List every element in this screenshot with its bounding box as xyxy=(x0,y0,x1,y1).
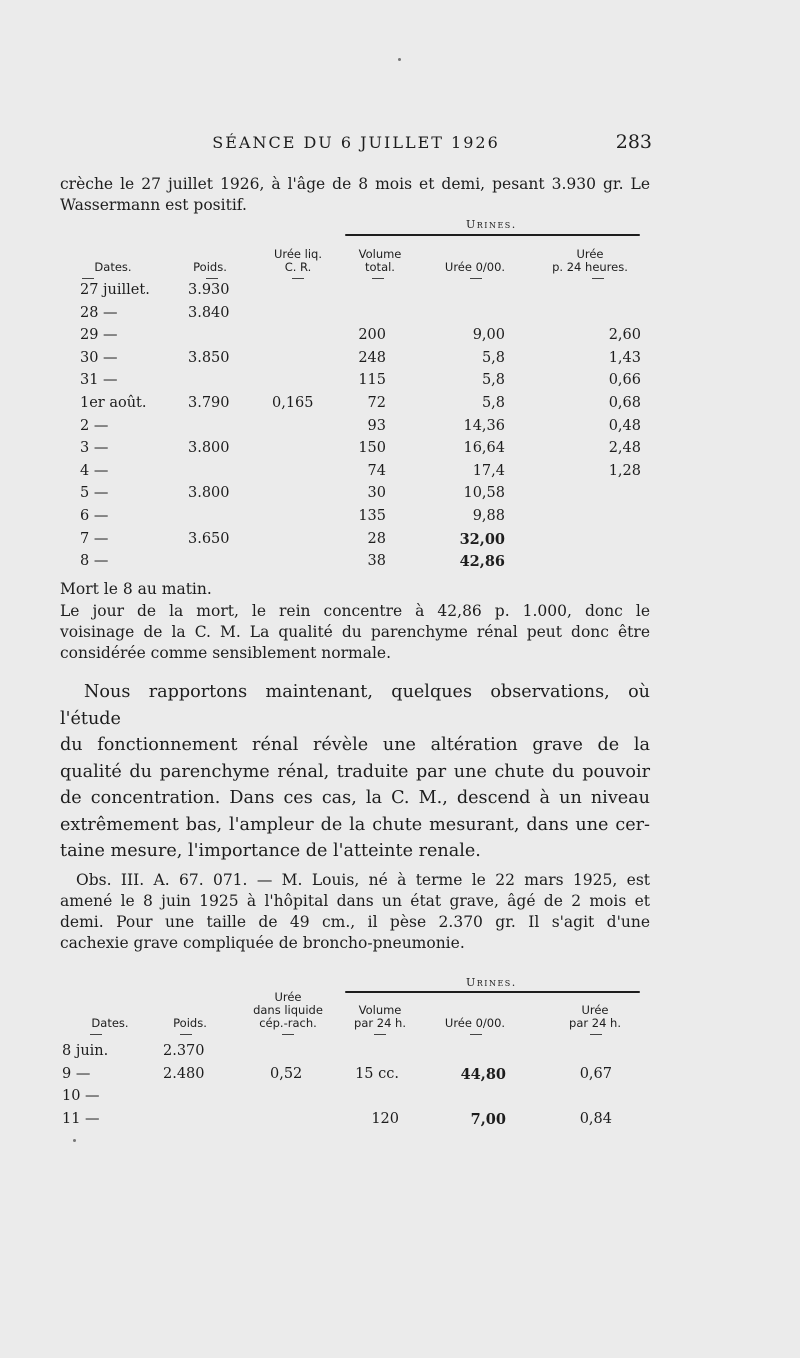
table-cell-uree-pct: 10,58 xyxy=(463,485,505,502)
paper-speck xyxy=(398,58,401,61)
table-cell-uree-liq: 0,52 xyxy=(270,1065,303,1082)
table-cell-date: 10 — xyxy=(62,1088,100,1105)
column-dash xyxy=(206,278,218,279)
table-cell-uree-liq: 0,165 xyxy=(272,395,314,411)
table-cell-volume: 135 xyxy=(358,508,386,524)
table-cell-poids: 3.840 xyxy=(188,304,230,321)
col-header-poids: Poids. xyxy=(173,1016,207,1030)
urines-rule xyxy=(345,234,640,236)
table-cell-date: 11 — xyxy=(62,1111,100,1128)
urines-group-header: Urines. xyxy=(466,976,517,989)
col-header-uree-liquide: Urée dans liquide cép.-rach. xyxy=(253,990,323,1030)
col-header-uree-24h: Urée p. 24 heures. xyxy=(552,247,628,274)
table-cell-poids: 3.800 xyxy=(188,440,230,457)
text-line: taine mesure, l'importance de l'atteinte renale. xyxy=(60,841,481,861)
table-cell-uree-pct: 5,8 xyxy=(481,349,505,366)
table-cell-date: 30 — xyxy=(80,349,118,366)
table-cell-poids: 3.930 xyxy=(188,282,230,298)
table-cell-poids: 3.650 xyxy=(188,530,230,547)
paragraph-concentration xyxy=(60,601,650,664)
running-title: SÉANCE DU 6 JUILLET 1926 xyxy=(212,133,500,152)
column-dash xyxy=(180,1034,192,1035)
col-header-uree-24h: Urée par 24 h. xyxy=(569,1003,621,1030)
urines-rule xyxy=(345,991,640,993)
death-note: Mort le 8 au matin. xyxy=(60,580,212,598)
table-cell-uree-24: 0,66 xyxy=(608,372,641,389)
table-cell-volume: 150 xyxy=(358,440,386,457)
column-dash xyxy=(90,1034,102,1035)
col-header-volume: Volume total. xyxy=(358,247,402,274)
column-dash xyxy=(372,278,384,279)
table-cell-uree-24: 2,48 xyxy=(608,440,641,457)
table-cell-uree-pct: 44,80 xyxy=(460,1065,506,1083)
table-cell-date: 27 juillet. xyxy=(80,282,150,298)
table-cell-volume: 115 xyxy=(358,372,386,389)
table-cell-uree-pct: 17,4 xyxy=(472,462,505,479)
text-line: considérée comme sensiblement normale. xyxy=(60,644,391,662)
text-line: du fonctionnement rénal révèle une altération grave de la xyxy=(60,735,650,755)
table-cell-uree-pct: 32,00 xyxy=(459,530,505,548)
table-cell-uree-24: 0,68 xyxy=(608,395,641,411)
table-cell-uree-24: 1,28 xyxy=(608,462,641,479)
text-line: voisinage de la C. M. La qualité du parenchyme rénal peut donc être xyxy=(60,623,650,641)
table-cell-poids: 3.850 xyxy=(188,349,230,366)
column-dash xyxy=(374,1034,386,1035)
column-dash xyxy=(282,1034,294,1035)
table-cell-uree-24: 0,84 xyxy=(579,1111,612,1128)
table-cell-date: 8 juin. xyxy=(62,1043,109,1059)
text-line: Le jour de la mort, le rein concentre à 42,86 p. 1.000, donc le xyxy=(60,602,650,620)
col-header-dates: Dates. xyxy=(91,1016,129,1030)
table-cell-volume: 72 xyxy=(367,395,386,411)
table-cell-date: 4 — xyxy=(80,462,109,479)
text-line: de concentration. Dans ces cas, la C. M., descend à un niveau xyxy=(60,788,650,808)
col-header-uree-liq: Urée liq. C. R. xyxy=(273,247,323,274)
table-cell-volume: 93 xyxy=(367,417,386,434)
observation-paragraph xyxy=(60,870,650,954)
running-header xyxy=(60,133,652,157)
table-cell-date: 7 — xyxy=(80,530,109,547)
table-cell-uree-pct: 9,00 xyxy=(472,327,505,344)
table-cell-uree-pct: 14,36 xyxy=(463,417,505,434)
table-cell-volume: 38 xyxy=(367,553,386,570)
column-dash xyxy=(470,1034,482,1035)
table-cell-uree-24: 2,60 xyxy=(608,327,641,344)
table-cell-poids: 2.480 xyxy=(163,1065,205,1082)
text-line: Nous rapportons maintenant, quelques observations, où l'étude xyxy=(60,682,650,729)
column-dash xyxy=(292,278,304,279)
table-cell-date: 6 — xyxy=(80,508,109,524)
table-cell-date: 3 — xyxy=(80,440,109,457)
table-cell-poids: 3.790 xyxy=(188,395,230,411)
table-cell-volume: 74 xyxy=(367,462,386,479)
table-cell-date: 5 — xyxy=(80,485,109,502)
table-cell-uree-24: 0,48 xyxy=(608,417,641,434)
table-cell-uree-24: 1,43 xyxy=(608,349,641,366)
table-cell-poids: 2.370 xyxy=(163,1043,205,1059)
text-line: demi. Pour une taille de 49 cm., il pèse 2.370 gr. Il s'agit d'une xyxy=(60,913,650,931)
col-header-uree-pct: Urée 0/00. xyxy=(444,260,506,274)
table-cell-date: 9 — xyxy=(62,1065,91,1082)
table-cell-volume: 28 xyxy=(367,530,386,547)
table-cell-uree-pct: 16,64 xyxy=(463,440,505,457)
paper-speck xyxy=(73,1139,76,1142)
table-cell-uree-pct: 42,86 xyxy=(459,553,505,571)
text-line: Wassermann est positif. xyxy=(60,196,247,214)
col-header-uree-pct: Urée 0/00. xyxy=(444,1016,506,1030)
table-cell-volume: 30 xyxy=(367,485,386,502)
column-dash xyxy=(82,278,94,279)
column-dash xyxy=(470,278,482,279)
table-cell-poids: 3.800 xyxy=(188,485,230,502)
table-cell-volume: 120 xyxy=(371,1111,399,1128)
table-cell-date: 28 — xyxy=(80,304,118,321)
text-line: qualité du parenchyme rénal, traduite par une chute du pouvoir xyxy=(60,761,650,782)
text-line: amené le 8 juin 1925 à l'hôpital dans un état grave, âgé de 2 mois et xyxy=(60,892,650,910)
table-cell-uree-pct: 7,00 xyxy=(470,1111,506,1129)
table-cell-volume: 15 cc. xyxy=(355,1065,399,1082)
table-cell-uree-pct: 5,8 xyxy=(481,372,505,389)
text-line: cachexie grave compliquée de broncho-pneumonie. xyxy=(60,934,465,952)
table-cell-uree-pct: 9,88 xyxy=(472,508,505,524)
intro-paragraph xyxy=(60,174,650,216)
text-line: crèche le 27 juillet 1926, à l'âge de 8 mois et demi, pesant 3.930 gr. Le xyxy=(60,175,650,193)
table-cell-date: 29 — xyxy=(80,327,118,344)
table-cell-volume: 248 xyxy=(358,349,386,366)
text-line: Obs. III. A. 67. 071. — M. Louis, né à terme le 22 mars 1925, est xyxy=(76,871,650,889)
table-cell-uree-24: 0,67 xyxy=(579,1065,612,1082)
table-cell-date: 1er août. xyxy=(80,395,147,411)
paragraph-observations-intro xyxy=(60,679,650,865)
table-cell-volume: 200 xyxy=(358,327,386,344)
table-cell-uree-pct: 5,8 xyxy=(481,395,505,411)
col-header-dates: Dates. xyxy=(94,260,132,274)
page-number: 283 xyxy=(615,131,652,153)
text-line: extrêmement bas, l'ampleur de la chute mesurant, dans une cer- xyxy=(60,814,650,835)
urines-group-header: Urines. xyxy=(466,218,517,231)
col-header-poids: Poids. xyxy=(193,260,227,274)
col-header-volume: Volume par 24 h. xyxy=(354,1003,406,1030)
column-dash xyxy=(592,278,604,279)
table-cell-date: 2 — xyxy=(80,417,109,434)
table-cell-date: 8 — xyxy=(80,553,109,570)
table-cell-date: 31 — xyxy=(80,372,118,389)
column-dash xyxy=(590,1034,602,1035)
